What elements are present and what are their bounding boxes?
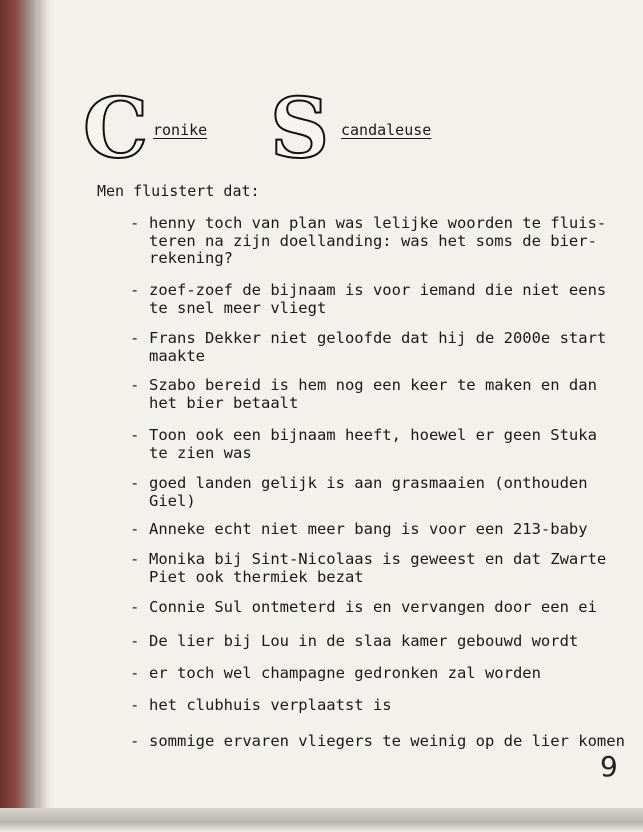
list-dash: - [130,520,140,538]
list-item [130,599,625,617]
list-item [130,733,625,751]
list-item-text: henny toch van plan was lelijke woorden te fluis- teren na zijn doellanding: was het soms de bier- rekening? [149,214,607,267]
list-item [130,475,625,510]
list-item [130,665,625,683]
title-word-scandaleuse: candaleuse [341,121,432,139]
list-item [130,697,625,715]
list-dash: - [130,732,140,750]
list-item-text: Toon ook een bijnaam heeft, hoewel er geen Stuka te zien was [149,426,597,462]
decorative-initial-c: C [83,81,149,177]
list-item-text: het clubhuis verplaatst is [149,696,392,714]
list-item [130,521,625,539]
list-item-text: er toch wel champagne gedronken zal worden [149,664,541,682]
list-dash: - [130,281,140,299]
page-fold-shadow [38,0,52,832]
list-dash: - [130,632,140,650]
list-dash: - [130,329,140,347]
list-dash: - [130,214,140,232]
list-dash: - [130,376,140,394]
binding-spine [0,0,38,832]
decorative-initial-s: S [270,81,330,177]
list-item-text: zoef-zoef de bijnaam is voor iemand die niet eens te snel meer vliegt [149,281,607,317]
list-item-text: sommige ervaren vliegers te weinig op de lier komen [149,732,625,750]
list-dash: - [130,664,140,682]
list-dash: - [130,550,140,568]
list-item [130,215,625,268]
list-item-text: Monika bij Sint-Nicolaas is geweest en dat Zwarte Piet ook thermiek bezat [149,550,607,586]
list-item-text: De lier bij Lou in de slaa kamer gebouwd wordt [149,632,579,650]
list-item [130,551,625,586]
page-number: 9 [600,750,618,783]
list-item-text: Anneke echt niet meer bang is voor een 213-baby [149,520,588,538]
list-item-text: Connie Sul ontmeterd is en vervangen door een ei [149,598,597,616]
intro-line: Men fluistert dat: [97,182,260,200]
list-item [130,427,625,462]
list-dash: - [130,696,140,714]
list-dash: - [130,426,140,444]
list-item [130,377,625,412]
list-item-text: Frans Dekker niet geloofde dat hij de 2000e start maakte [149,329,607,365]
list-dash: - [130,474,140,492]
list-item [130,330,625,365]
list-item-text: Szabo bereid is hem nog een keer te maken en dan het bier betaalt [149,376,597,412]
title-word-cronike: ronike [153,121,208,139]
list-item [130,282,625,317]
list-item [130,633,625,651]
list-item-text: goed landen gelijk is aan grasmaaien (onthouden Giel) [149,474,588,510]
page-bottom-edge [0,808,643,832]
list-dash: - [130,598,140,616]
